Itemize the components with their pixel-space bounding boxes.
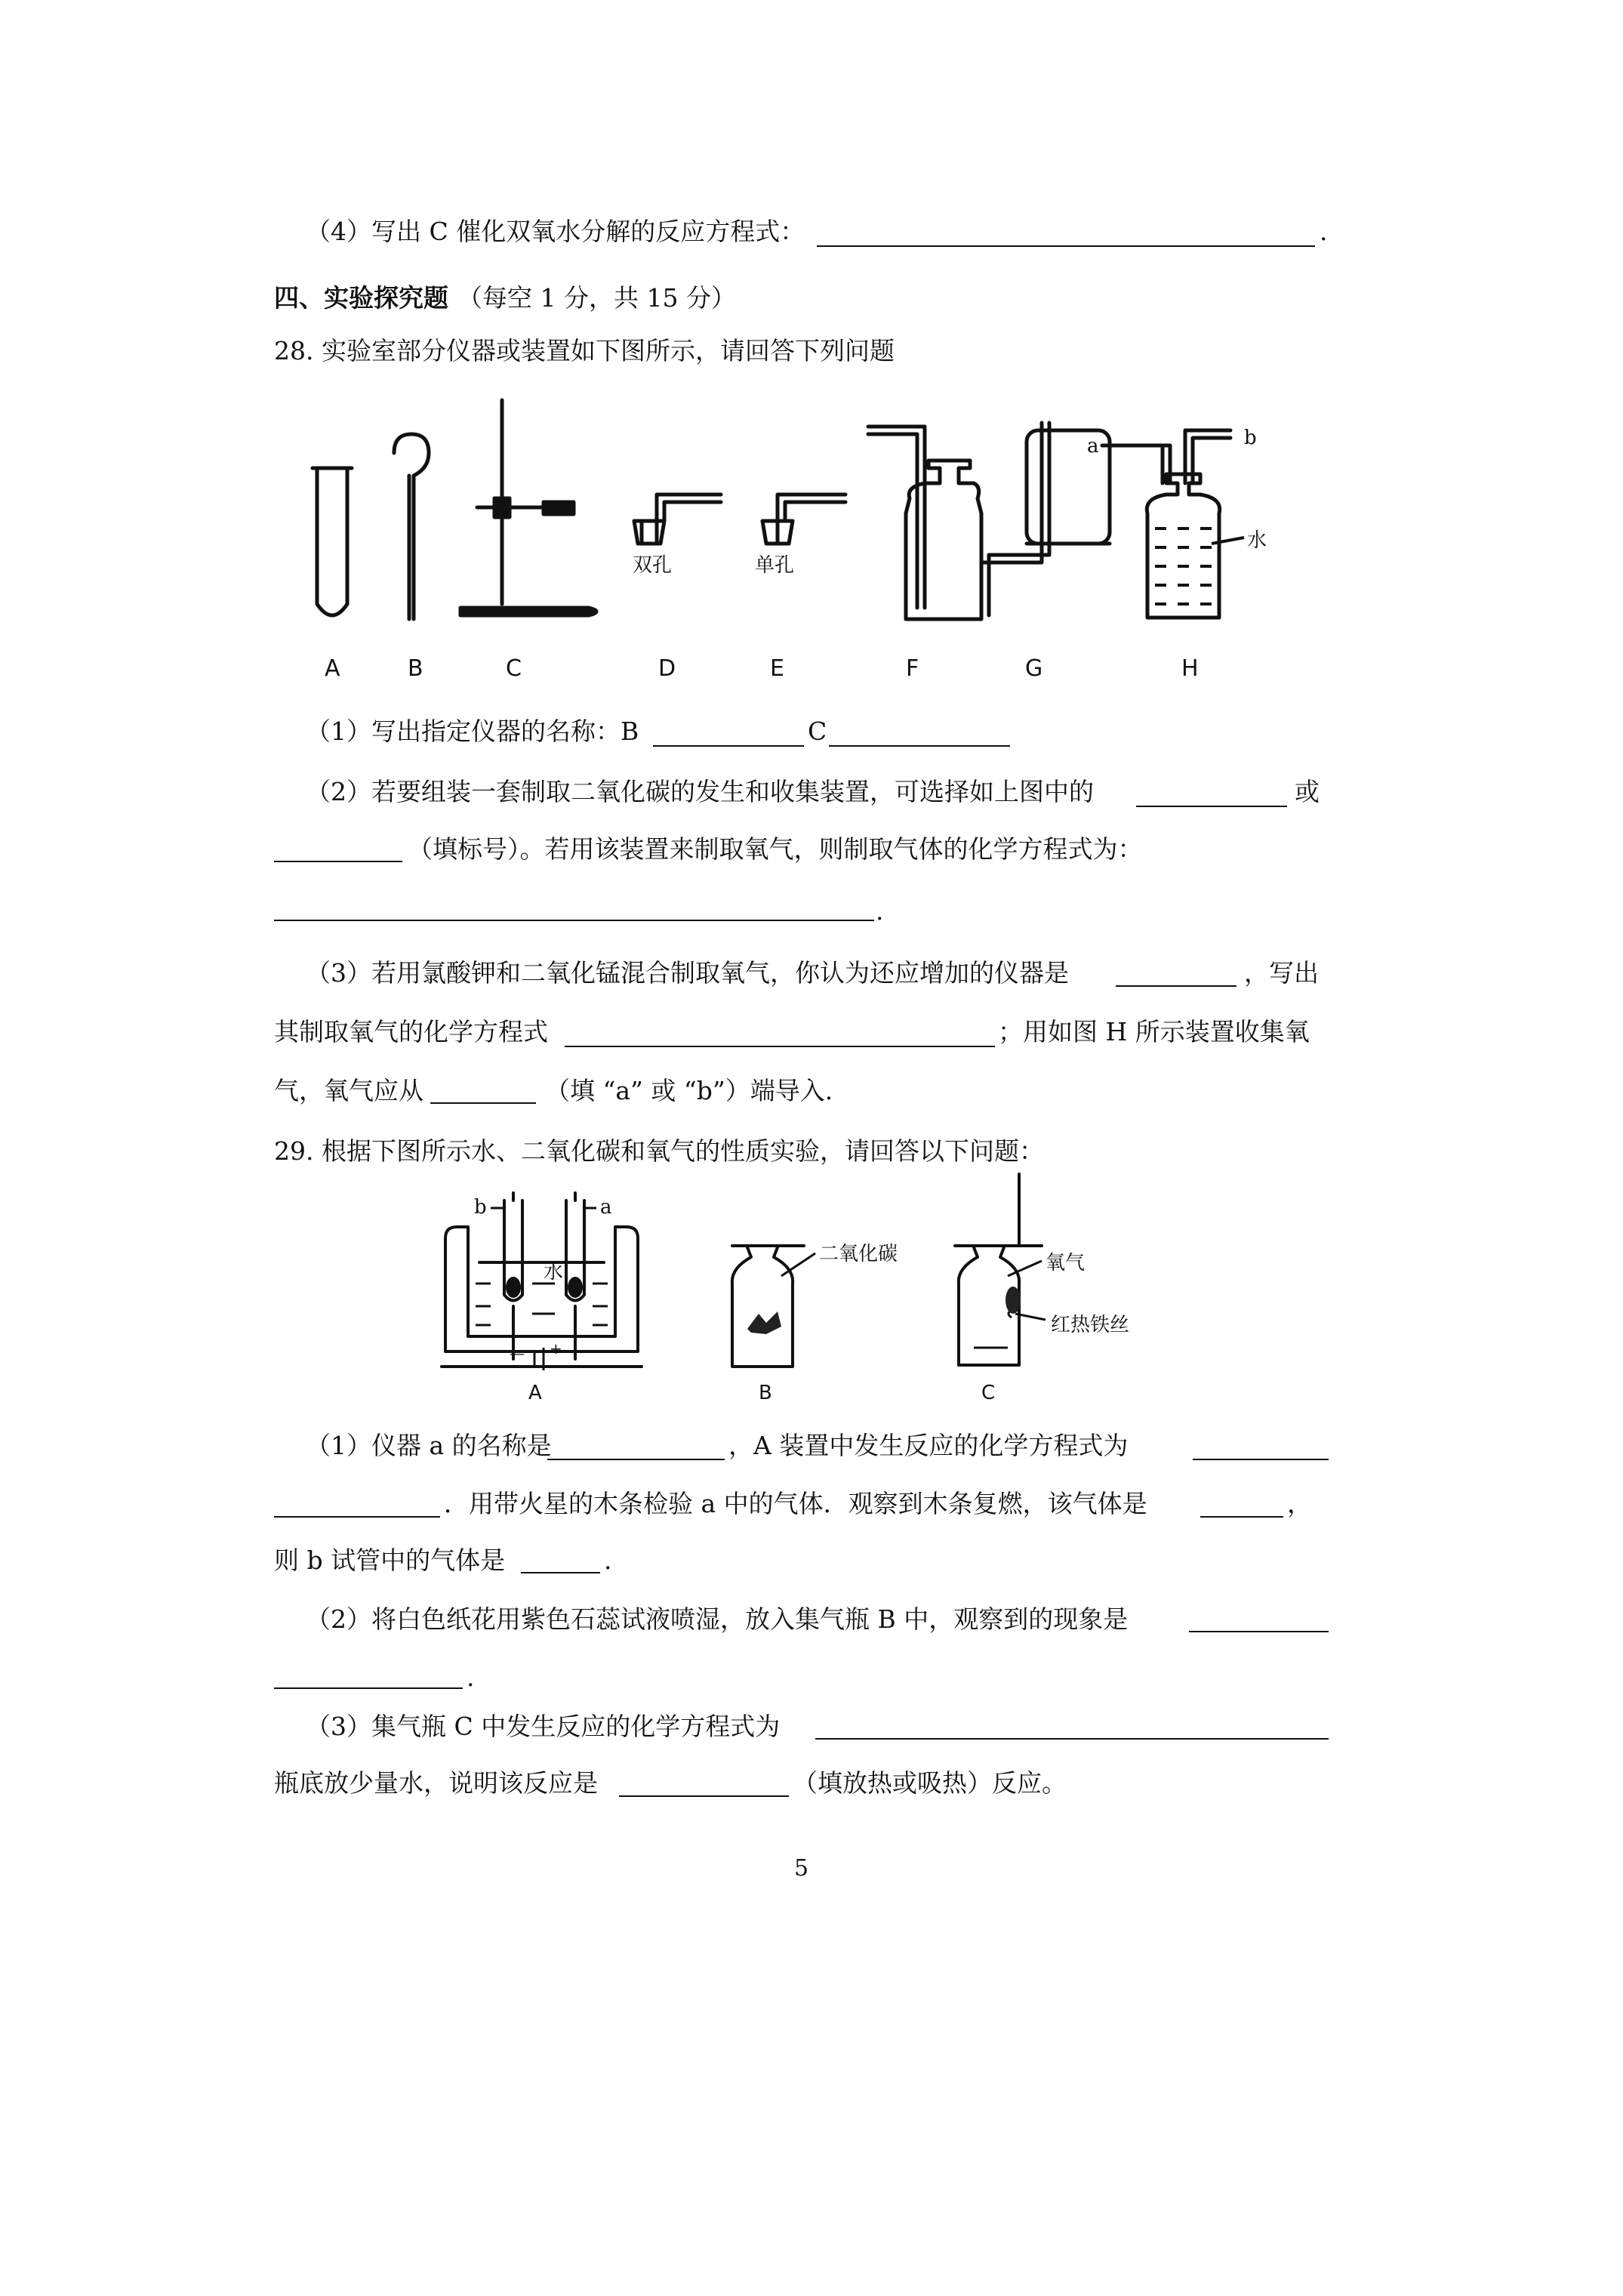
q29-p1-blank-eq-a[interactable] <box>1193 1459 1329 1460</box>
e-one-hole-label: 单孔 <box>755 554 795 577</box>
q29-p1-blank-name[interactable] <box>547 1459 725 1460</box>
electrolysis-apparatus-A <box>442 1193 642 1367</box>
q29-p3-line2b: （填放热或吸热）反应。 <box>793 1768 1067 1798</box>
q27-4-end: . <box>1320 217 1328 246</box>
q28-stem: 28. 实验室部分仪器或装置如下图所示，请回答下列问题 <box>274 336 895 365</box>
gas-jar-C <box>955 1174 1042 1365</box>
q29-p1-line3: 则 b 试管中的气体是 <box>274 1546 506 1575</box>
q28-p3-line2b: ；用如图 H 所示装置收集氧 <box>998 1017 1310 1046</box>
q28-p3-comma: ，写出 <box>1244 958 1319 988</box>
q28-p2-or: 或 <box>1295 777 1320 806</box>
fig-label-E: E <box>770 655 784 682</box>
q28-p3-line2: 其制取氧气的化学方程式 <box>274 1017 548 1046</box>
water-label: 水 <box>544 1261 564 1284</box>
co2-label: 二氧化碳 <box>819 1243 898 1265</box>
q28-p3-line3b: （填 “a” 或 “b”）端导入. <box>545 1076 833 1105</box>
q29-p1-blank-eq-b[interactable] <box>274 1516 440 1518</box>
fig-label-C: C <box>506 655 522 682</box>
tube-a-label: a <box>600 1196 612 1219</box>
q29-p3-text: （3）集气瓶 C 中发生反应的化学方程式为 <box>306 1712 781 1741</box>
q29-p2-blank-b[interactable] <box>274 1687 463 1689</box>
section4-note: （每空 1 分，共 15 分） <box>457 283 736 313</box>
h-water-label: 水 <box>1247 529 1267 552</box>
page-number: 5 <box>794 1855 809 1881</box>
iron-wire-label: 红热铁丝 <box>1051 1314 1130 1336</box>
q29-p3-line2: 瓶底放少量水，说明该反应是 <box>274 1768 598 1798</box>
gas-jar-B <box>732 1246 804 1367</box>
q28-p2-text2: （填标号）。若用该装置来制取氧气，则制取气体的化学方程式为： <box>408 834 1143 864</box>
q29-p1-mid: ，A 装置中发生反应的化学方程式为 <box>728 1431 1129 1460</box>
o2-label: 氧气 <box>1046 1252 1086 1274</box>
q29-p1-text: （1）仪器 a 的名称是 <box>306 1431 552 1460</box>
tube-b-label: b <box>474 1196 487 1219</box>
minus-label: — <box>510 1344 525 1362</box>
fig-label-G: G <box>1025 655 1043 682</box>
q29-p2-blank-a[interactable] <box>1189 1631 1329 1632</box>
fig-label-H: H <box>1181 655 1199 682</box>
fig2-label-A: A <box>528 1382 542 1404</box>
q29-p3-blank-heat[interactable] <box>619 1795 789 1797</box>
fig2-label-B: B <box>759 1382 772 1404</box>
fig-label-D: D <box>658 655 676 682</box>
q28-p2-end: . <box>876 896 884 926</box>
q29-p1-line2: ．用带火星的木条检验 a 中的气体．观察到木条复燃，该气体是 <box>444 1489 1147 1518</box>
q27-4-text: （4）写出 C 催化双氧水分解的反应方程式： <box>306 217 805 246</box>
q29-p1-line2end: ， <box>1287 1489 1312 1518</box>
q29-p1-blank-gas-b[interactable] <box>521 1572 600 1573</box>
fig2-label-C: C <box>981 1382 996 1404</box>
q29-stem: 29. 根据下图所示水、二氧化碳和氧气的性质实验，请回答以下问题： <box>274 1136 1044 1166</box>
q28-p3-text: （3）若用氯酸钾和二氧化锰混合制取氧气，你认为还应增加的仪器是 <box>306 958 1069 988</box>
q28-p1-c: C <box>808 717 827 746</box>
q28-p3-line3: 气，氧气应从 <box>274 1076 423 1105</box>
q29-p2-end: . <box>467 1663 475 1692</box>
fig-label-B: B <box>408 655 423 682</box>
fig-label-A: A <box>325 655 340 682</box>
q29-p1-end: . <box>604 1546 612 1575</box>
h-port-a: a <box>1087 435 1099 458</box>
q28-p1-text: （1）写出指定仪器的名称：B <box>306 717 639 746</box>
section4-title: 四、实验探究题 <box>274 283 448 313</box>
h-port-b: b <box>1244 427 1257 449</box>
q28-p2-text: （2）若要组装一套制取二氧化碳的发生和收集装置，可选择如上图中的 <box>306 777 1094 806</box>
q29-p3-blank-eq[interactable] <box>815 1738 1329 1740</box>
q29-p2-text: （2）将白色纸花用紫色石蕊试液喷湿，放入集气瓶 B 中，观察到的现象是 <box>306 1604 1129 1634</box>
fig-label-F: F <box>906 655 919 682</box>
d-two-hole-label: 双孔 <box>633 554 673 577</box>
plus-label: + <box>550 1339 562 1358</box>
q29-p1-blank-gas-a[interactable] <box>1200 1516 1283 1518</box>
